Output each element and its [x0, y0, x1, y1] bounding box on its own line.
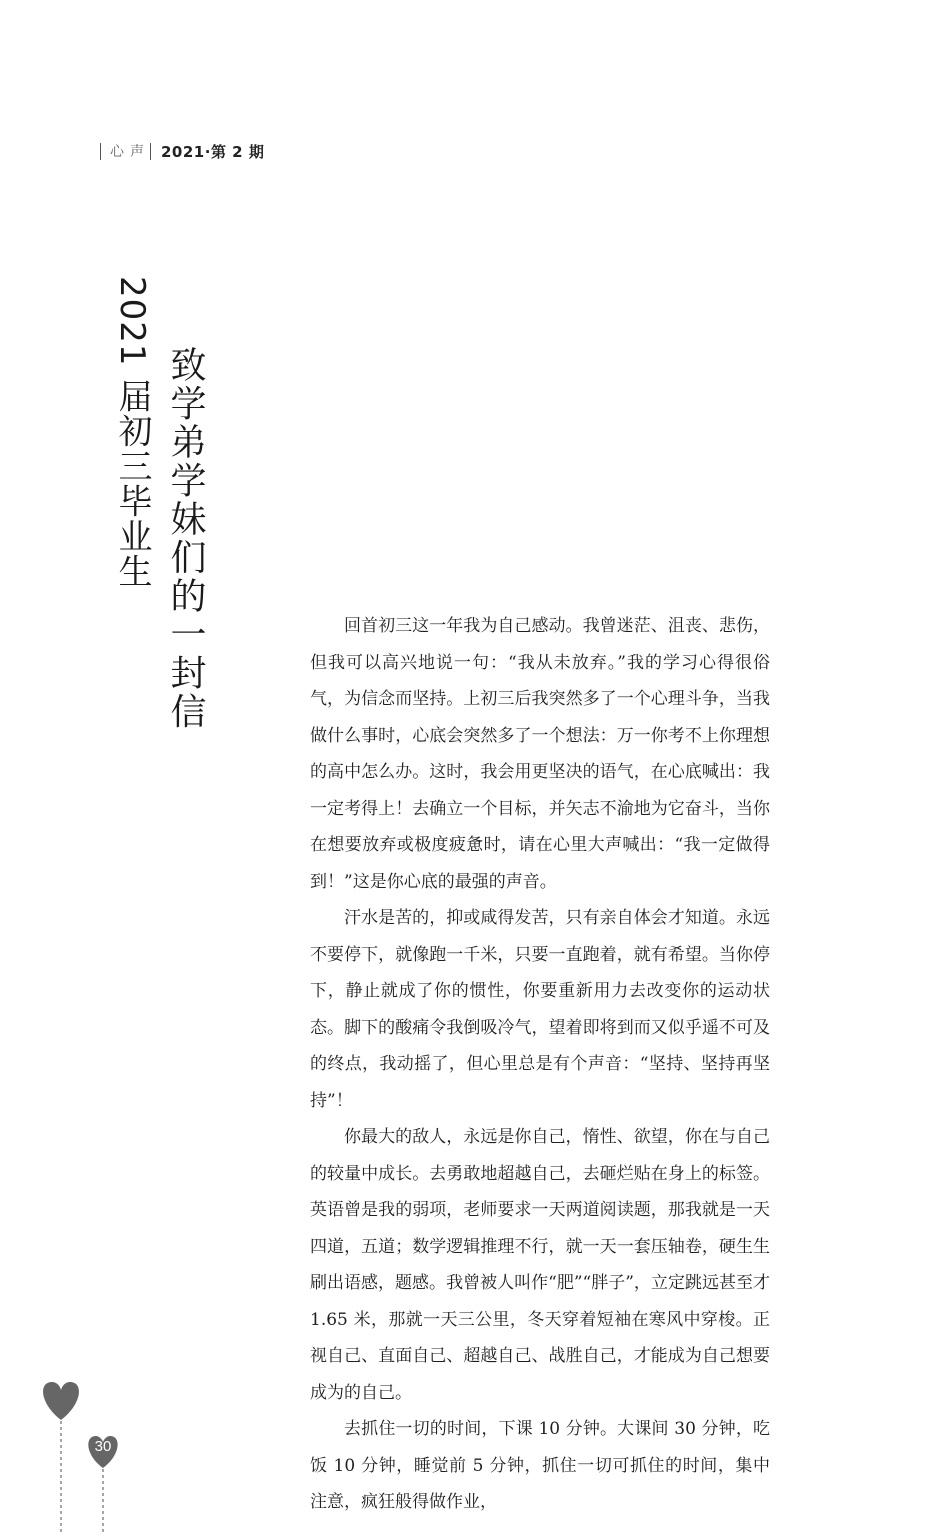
paragraph: 回首初三这一年我为自己感动。我曾迷茫、沮丧、悲伤，但我可以高兴地说一句：“我从未放弃。”我的学习心得很俗气，为信念而坚持。上初三后我突然多了一个心理斗争，当我做什么事时，心底会突然多了一个想法：万一你考不上你理想的高中怎么办。这时，我会用更坚决的语气，在心底喊出：我一定考得上！去确立一个目标，并矢志不渝地为它奋斗，当你在想要放弃或极度疲惫时，请在心里大声喊出：“我一定做得到！”这是你心底的最强的声音。 [310, 616, 770, 892]
section-name: 心声 [110, 144, 150, 160]
issue-label: 2021·第 2 期 [161, 142, 265, 161]
page-header [100, 139, 264, 163]
large-heart-icon [43, 1382, 79, 1420]
heart-decoration [0, 1380, 160, 1535]
paragraph: 你最大的敌人，永远是你自己，惰性、欲望，你在与自己的较量中成长。去勇敢地超越自己，去砸烂贴在身上的标签。英语曾是我的弱项，老师要求一天两道阅读题，那我就是一天四道，五道；数学逻辑推理不行，就一天一套压轴卷，硬生生刷出语感，题感。我曾被人叫作“肥”“胖子”，立定跳远甚至才 1.65 米，那就一天三公里，冬天穿着短袖在寒风中穿梭。正视自己、直面自己、超越自己、战胜自己，才能成为自己想要成为的自己。 [310, 1127, 770, 1403]
page-number: 30 [94, 1438, 112, 1455]
article-title: 致学弟学妹们的一封信 [165, 346, 206, 731]
paragraph: 去抓住一切的时间，下课 10 分钟。大课间 30 分钟，吃饭 10 分钟，睡觉前 5 分钟，抓住一切可抓住的时间，集中注意，疯狂般得做作业， [310, 1419, 770, 1512]
article-body [310, 608, 770, 1521]
paragraph: 汗水是苦的，抑或咸得发苦，只有亲自体会才知道。永远不要停下，就像跑一千米，只要一直跑着，就有希望。当你停下，静止就成了你的惯性，你要重新用力去改变你的运动状态。脚下的酸痛令我倒吸冷气，望着即将到而又似乎遥不可及的终点，我动摇了，但心里总是有个声音：“坚持、坚持再坚持”！ [310, 908, 770, 1111]
article-author: 2021 届初三毕业生 [112, 276, 152, 589]
